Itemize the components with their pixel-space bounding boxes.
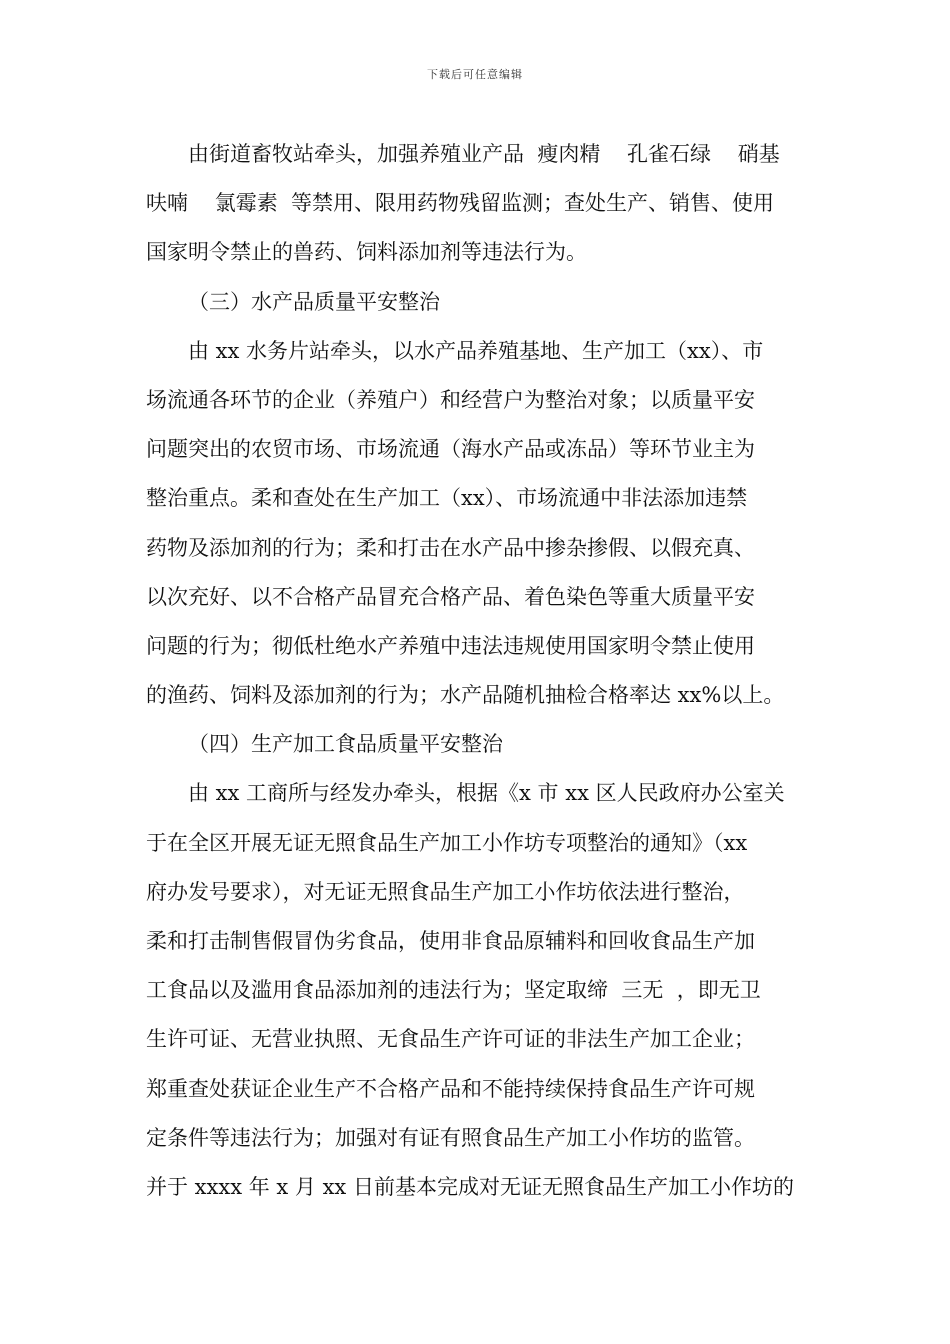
paragraph-line: 由街道畜牧站牵头，加强养殖业产品 瘦肉精 孔雀石绿 硝基	[188, 142, 780, 166]
paragraph-line: 郑重查处获证企业生产不合格产品和不能持续保持食品生产许可规	[146, 1076, 755, 1101]
paragraph-line: 的渔药、饲料及添加剂的行为；水产品随机抽检合格率达 xx%以上。	[146, 683, 785, 708]
paragraph-line: 并于 xxxx 年 x 月 xx 日前基本完成对无证无照食品生产加工小作坊的	[146, 1174, 794, 1199]
paragraph-line: 由 xx 水务片站牵头，以水产品养殖基地、生产加工（xx）、市	[188, 338, 764, 363]
section-heading: （四）生产加工食品质量平安整治	[188, 732, 503, 757]
paragraph-line: 柔和打击制售假冒伪劣食品，使用非食品原辅料和回收食品生产加	[146, 929, 755, 953]
section-heading: （三）水产品质量平安整治	[188, 289, 440, 314]
paragraph-line: 整治重点。柔和查处在生产加工（xx）、市场流通中非法添加违禁	[146, 486, 748, 511]
paragraph-line: 药物及添加剂的行为；柔和打击在水产品中掺杂掺假、以假充真、	[146, 535, 755, 560]
paragraph-line: 由 xx 工商所与经发办牵头，根据《x 市 xx 区人民政府办公室关	[188, 781, 785, 806]
paragraph-line: 定条件等违法行为；加强对有证有照食品生产加工小作坊的监管。	[146, 1125, 755, 1150]
paragraph-line: 问题突出的农贸市场、市场流通（海水产品或冻品）等环节业主为	[146, 437, 755, 462]
paragraph-line: 生许可证、无营业执照、无食品生产许可证的非法生产加工企业；	[146, 1027, 755, 1052]
paragraph-line: 于在全区开展无证无照食品生产加工小作坊专项整治的通知》（xx	[146, 830, 748, 855]
paragraph-line: 问题的行为；彻低杜绝水产养殖中违法违规使用国家明令禁止使用	[146, 633, 755, 658]
paragraph-line: 国家明令禁止的兽药、饲料添加剂等违法行为。	[146, 240, 587, 265]
header-note: 下载后可任意编辑	[427, 68, 523, 81]
paragraph-line: 府办发号要求），对无证无照食品生产加工小作坊依法进行整治，	[146, 879, 745, 904]
paragraph-line: 场流通各环节的企业（养殖户）和经营户为整治对象；以质量平安	[146, 387, 755, 412]
document-body	[146, 133, 811, 1215]
paragraph-line: 以次充好、以不合格产品冒充合格产品、着色染色等重大质量平安	[146, 584, 755, 609]
paragraph-line: 工食品以及滥用食品添加剂的违法行为；坚定取缔 三无 ，即无卫	[146, 978, 761, 1003]
paragraph-line: 呋喃 氯霉素 等禁用、限用药物残留监测；查处生产、销售、使用	[146, 191, 775, 216]
